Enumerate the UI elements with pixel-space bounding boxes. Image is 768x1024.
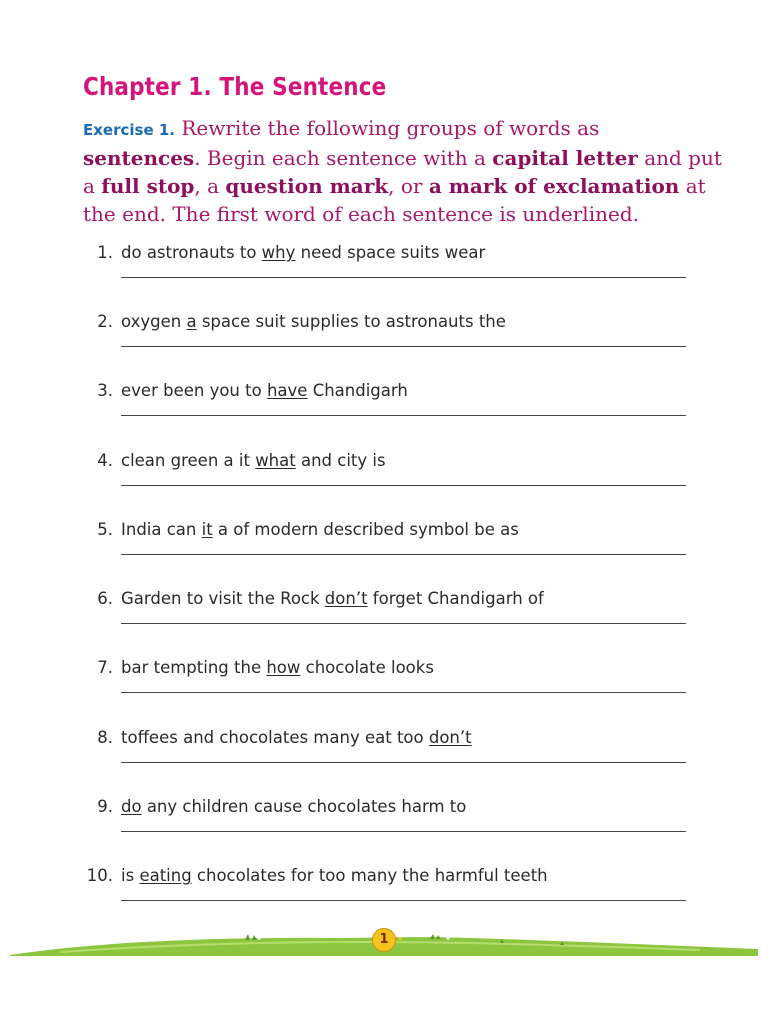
item-text: Garden to visit the Rock (121, 589, 325, 608)
item-number: 10. (86, 866, 113, 885)
item-number: 3. (97, 381, 113, 400)
item-text: a of modern described symbol be as (212, 520, 519, 539)
item-text: space suit supplies to astronauts the (196, 312, 506, 331)
underlined-first-word: a (186, 312, 197, 331)
exercise-item (0, 727, 768, 787)
answer-line[interactable] (121, 277, 686, 278)
item-number: 9. (97, 797, 113, 816)
instruction-bold: question mark (225, 174, 389, 198)
item-number: 4. (97, 451, 113, 470)
instruction-bold: full stop (101, 174, 195, 198)
exercise-item (0, 242, 768, 302)
exercise-item (0, 519, 768, 579)
item-text: toffees and chocolates many eat too (121, 728, 429, 747)
page-number-badge: 1 (372, 928, 396, 952)
item-number: 2. (97, 312, 113, 331)
exercise-item (0, 450, 768, 510)
underlined-first-word: why (261, 243, 296, 262)
instruction-text: Rewrite the following groups of words as (175, 116, 600, 140)
item-number: 1. (97, 243, 113, 262)
answer-line[interactable] (121, 415, 686, 416)
item-text: need space suits wear (295, 243, 486, 262)
exercise-label: Exercise 1. (83, 121, 175, 139)
answer-line[interactable] (121, 762, 686, 763)
underlined-first-word: do (121, 797, 142, 816)
underlined-first-word: it (201, 520, 213, 539)
item-number: 5. (97, 520, 113, 539)
item-number: 7. (97, 658, 113, 677)
item-words (121, 311, 506, 333)
exercise-item (0, 796, 768, 856)
item-number: 6. (97, 589, 113, 608)
answer-line[interactable] (121, 831, 686, 832)
item-text: oxygen (121, 312, 187, 331)
answer-line[interactable] (121, 900, 686, 901)
instruction-bold: sentences (83, 146, 195, 170)
instruction-text: , or (388, 174, 429, 198)
item-text: ever been you to (121, 381, 267, 400)
item-words (121, 242, 485, 264)
item-text: and city is (295, 451, 386, 470)
item-words (121, 796, 466, 818)
instruction-text: at the end. The first word of each sentence is underlined. (83, 174, 706, 226)
instruction-bold: a mark of exclamation (428, 174, 680, 198)
item-text: is (121, 866, 140, 885)
exercise-item (0, 588, 768, 648)
exercise-item (0, 657, 768, 717)
item-words (121, 588, 544, 610)
exercise-item (0, 865, 768, 925)
underlined-first-word: don’t (428, 728, 472, 747)
answer-line[interactable] (121, 346, 686, 347)
exercise-instructions (83, 114, 723, 228)
exercise-item (0, 311, 768, 371)
item-text: clean green a it (121, 451, 256, 470)
item-text: any children cause chocolates harm to (141, 797, 467, 816)
item-words (121, 865, 548, 887)
underlined-first-word: what (255, 451, 296, 470)
item-words (121, 727, 472, 749)
answer-line[interactable] (121, 554, 686, 555)
exercise-item (0, 380, 768, 440)
underlined-first-word: eating (139, 866, 192, 885)
instruction-text: , a (194, 174, 226, 198)
item-text: India can (121, 520, 202, 539)
instruction-text: and put a (83, 146, 722, 198)
answer-line[interactable] (121, 692, 686, 693)
item-text: chocolate looks (300, 658, 434, 677)
item-words (121, 657, 434, 679)
underlined-first-word: don’t (324, 589, 368, 608)
item-number: 8. (97, 728, 113, 747)
item-words (121, 450, 386, 472)
item-text: bar tempting the (121, 658, 267, 677)
instruction-text: . Begin each sentence with a (194, 146, 493, 170)
chapter-title: Chapter 1. The Sentence (83, 72, 387, 101)
answer-line[interactable] (121, 623, 686, 624)
instruction-bold: capital letter (492, 146, 638, 170)
answer-line[interactable] (121, 485, 686, 486)
underlined-first-word: how (266, 658, 301, 677)
item-words (121, 380, 408, 402)
underlined-first-word: have (266, 381, 308, 400)
item-words (121, 519, 519, 541)
item-text: forget Chandigarh of (367, 589, 544, 608)
item-text: do astronauts to (121, 243, 262, 262)
item-text: chocolates for too many the harmful teeth (191, 866, 548, 885)
item-text: Chandigarh (307, 381, 408, 400)
